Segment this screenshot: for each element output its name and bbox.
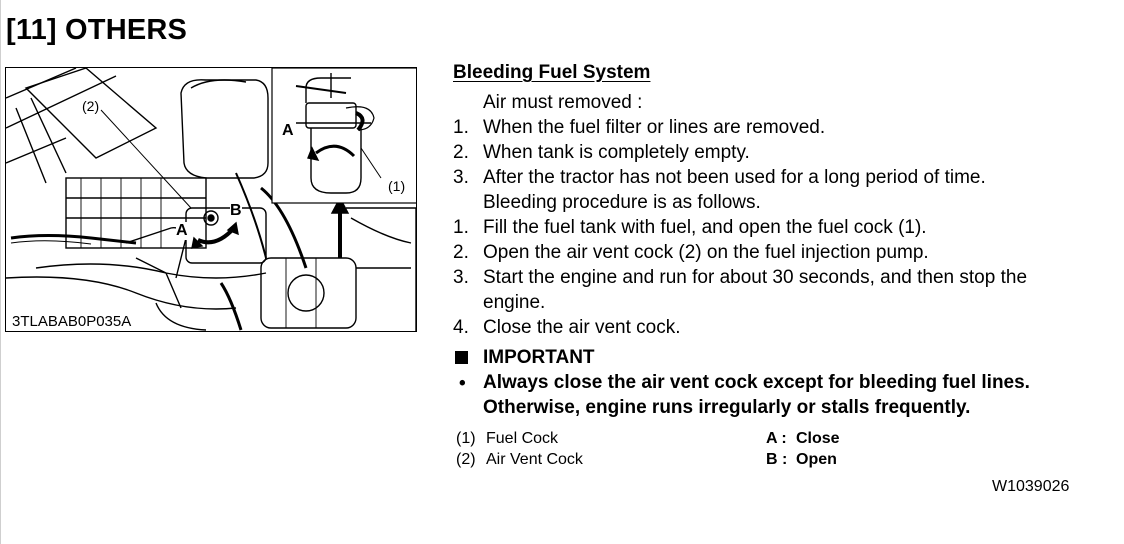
legend-number: (2) — [456, 451, 476, 468]
step-text: Fill the fuel tank with fuel, and open the fuel cock (1). — [483, 217, 927, 238]
case-text: After the tractor has not been used for a long period of time. — [483, 167, 986, 188]
position-label: Open — [796, 451, 837, 468]
position-label: Close — [796, 430, 840, 447]
engine-illustration — [5, 67, 417, 332]
callout-a: A — [176, 222, 188, 239]
step-number: 4. — [453, 317, 469, 338]
legend-label: Air Vent Cock — [486, 451, 583, 468]
intro-text: Air must removed : — [483, 92, 643, 113]
procedure-intro: Bleeding procedure is as follows. — [483, 192, 761, 213]
position-key: B : — [766, 451, 788, 468]
bullet-icon: • — [459, 373, 466, 394]
section-heading: Bleeding Fuel System — [453, 62, 651, 83]
document-code: W1039026 — [992, 478, 1070, 495]
callout-vent: (2) — [82, 98, 100, 114]
case-number: 2. — [453, 142, 469, 163]
important-line: Always close the air vent cock except for bleeding fuel lines. — [483, 372, 1030, 393]
step-text: Open the air vent cock (2) on the fuel injection pump. — [483, 242, 929, 263]
position-key: A : — [766, 430, 787, 447]
callout-b: B — [230, 202, 242, 219]
engine-drawing — [6, 68, 417, 332]
step-number: 2. — [453, 242, 469, 263]
legend-label: Fuel Cock — [486, 430, 559, 447]
case-text: When tank is completely empty. — [483, 142, 750, 163]
step-text-continued: engine. — [483, 292, 546, 313]
figure-code: 3TLABAB0P035A — [12, 313, 132, 330]
page-title: [11] OTHERS — [6, 14, 188, 46]
page-left-edge — [0, 0, 1, 544]
important-title: IMPORTANT — [483, 347, 595, 368]
step-number: 1. — [453, 217, 469, 238]
case-number: 3. — [453, 167, 469, 188]
important-square-icon — [455, 351, 468, 364]
step-text: Close the air vent cock. — [483, 317, 681, 338]
callout-fuel: (1) — [388, 178, 406, 194]
case-text: When the fuel filter or lines are removed. — [483, 117, 826, 138]
step-text: Start the engine and run for about 30 seconds, and then stop the — [483, 267, 1028, 288]
case-number: 1. — [453, 117, 469, 138]
legend-number: (1) — [456, 430, 476, 447]
important-line: Otherwise, engine runs irregularly or stalls frequently. — [483, 397, 971, 418]
step-number: 3. — [453, 267, 469, 288]
inset-callout-a: A — [282, 122, 294, 139]
